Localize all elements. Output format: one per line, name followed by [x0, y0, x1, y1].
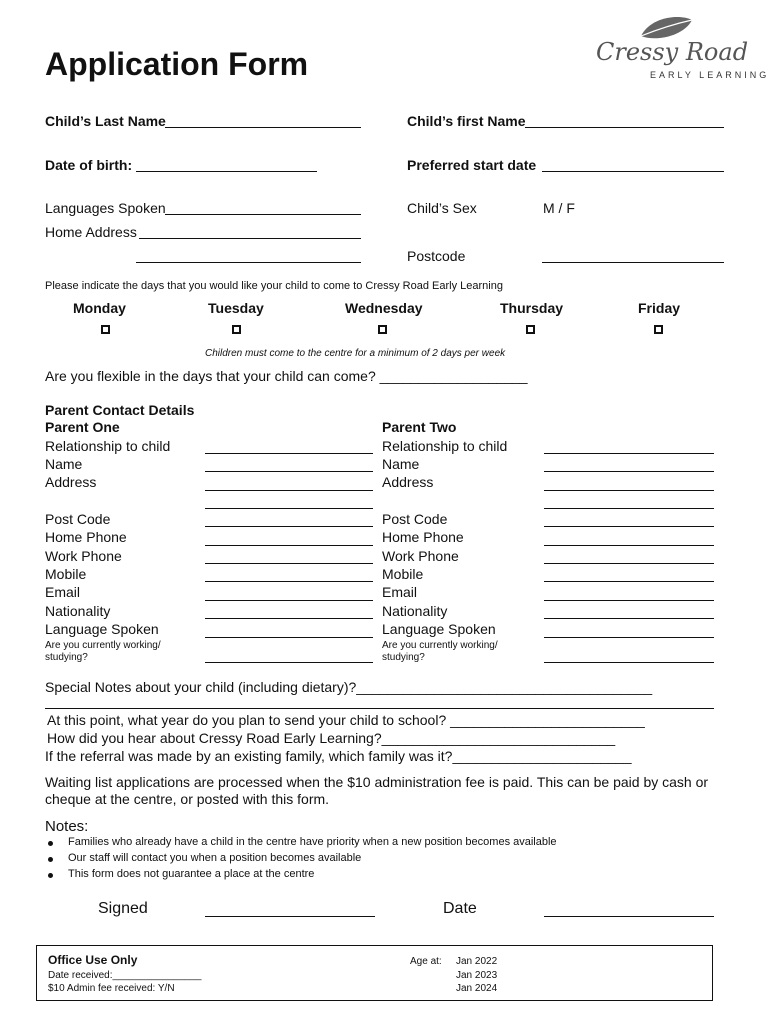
p2-work-phone-label: Work Phone: [382, 548, 459, 564]
office-use-box: [36, 945, 713, 1001]
child-last-name-label: Child’s Last Name: [45, 113, 166, 129]
p1-address-field-1[interactable]: [205, 490, 373, 491]
day-monday: Monday: [73, 300, 126, 316]
p2-nationality-field[interactable]: [544, 618, 714, 619]
p2-mobile-label: Mobile: [382, 566, 424, 582]
age-date: Jan 2023: [456, 970, 498, 981]
tuesday-checkbox[interactable]: [232, 325, 241, 334]
p2-relationship-label: Relationship to child: [382, 438, 508, 454]
p2-home-phone-label: Home Phone: [382, 529, 464, 545]
hear-about-question[interactable]: How did you hear about Cressy Road Early Learning?______________________________: [47, 730, 616, 746]
languages-field[interactable]: [165, 214, 361, 215]
note-item: Families who already have a child in the centre have priority when a new position becomes available: [68, 836, 557, 848]
signature-date-field[interactable]: [544, 916, 714, 917]
age-at-label: Age at:: [410, 956, 442, 967]
days-instruction: Please indicate the days that you would like your child to come to Cressy Road Early Learning: [45, 280, 503, 292]
p1-working-label: Are you currently working/ studying?: [45, 640, 161, 663]
p1-email-field[interactable]: [205, 600, 373, 601]
p2-home-phone-field[interactable]: [544, 545, 714, 546]
address-field-2[interactable]: [136, 262, 361, 263]
p1-relationship-field[interactable]: [205, 453, 373, 454]
p2-working-label: Are you currently working/ studying?: [382, 640, 498, 663]
p2-name-field[interactable]: [544, 471, 714, 472]
logo: [592, 14, 770, 84]
bullet-icon: [48, 841, 53, 846]
p1-nationality-field[interactable]: [205, 618, 373, 619]
waiting-list-text: Waiting list applications are processed when the $10 administration fee is paid. This can be paid by cash or cheque at the centre, or posted with this form.: [45, 774, 709, 807]
p2-email-label: Email: [382, 584, 418, 600]
p1-address-field-2[interactable]: [205, 508, 373, 509]
p2-work-phone-field[interactable]: [544, 563, 714, 564]
p2-mobile-field[interactable]: [544, 581, 714, 582]
start-date-field[interactable]: [542, 171, 724, 172]
p1-relationship-label: Relationship to child: [45, 438, 171, 454]
p2-language-label: Language Spoken: [382, 621, 496, 637]
day-friday: Friday: [638, 300, 681, 316]
p2-address-field-1[interactable]: [544, 490, 714, 491]
dob-field[interactable]: [136, 171, 317, 172]
p1-postcode-label: Post Code: [45, 511, 111, 527]
flexible-question[interactable]: Are you flexible in the days that your child can come? ___________________: [45, 368, 528, 384]
bullet-icon: [48, 857, 53, 862]
page-title: Application Form: [45, 46, 309, 82]
bullet-icon: [48, 873, 53, 878]
p2-address-field-2[interactable]: [544, 508, 714, 509]
p2-working-field[interactable]: [544, 662, 714, 663]
parent-two-title: Parent Two: [382, 419, 457, 435]
address-label: Home Address: [45, 224, 137, 240]
p2-relationship-field[interactable]: [544, 453, 714, 454]
minimum-days-note: Children must come to the centre for a minimum of 2 days per week: [205, 348, 506, 359]
notes-heading: Notes:: [45, 818, 89, 835]
monday-checkbox[interactable]: [101, 325, 110, 334]
sex-label: Child’s Sex: [407, 200, 477, 216]
child-last-name-field[interactable]: [165, 127, 361, 128]
p1-mobile-field[interactable]: [205, 581, 373, 582]
age-date: Jan 2024: [456, 983, 498, 994]
signature-field[interactable]: [205, 916, 375, 917]
start-date-label: Preferred start date: [407, 157, 537, 173]
p2-postcode-label: Post Code: [382, 511, 448, 527]
p2-language-field[interactable]: [544, 637, 714, 638]
parent-one-title: Parent One: [45, 419, 120, 435]
p1-work-phone-label: Work Phone: [45, 548, 122, 564]
wednesday-checkbox[interactable]: [378, 325, 387, 334]
p2-email-field[interactable]: [544, 600, 714, 601]
child-first-name-field[interactable]: [525, 127, 724, 128]
special-notes-divider: [45, 708, 714, 709]
special-notes-question[interactable]: Special Notes about your child (including dietary)?______________________________________: [45, 679, 653, 695]
postcode-field[interactable]: [542, 262, 724, 263]
p2-name-label: Name: [382, 456, 420, 472]
p1-home-phone-label: Home Phone: [45, 529, 127, 545]
date-received-field[interactable]: Date received:________________: [48, 970, 202, 981]
sex-options[interactable]: M / F: [543, 200, 575, 216]
p1-work-phone-field[interactable]: [205, 563, 373, 564]
p1-name-label: Name: [45, 456, 83, 472]
school-year-question[interactable]: At this point, what year do you plan to send your child to school? _________________________: [47, 712, 645, 728]
day-tuesday: Tuesday: [208, 300, 264, 316]
p1-name-field[interactable]: [205, 471, 373, 472]
day-wednesday: Wednesday: [345, 300, 423, 316]
friday-checkbox[interactable]: [654, 325, 663, 334]
dob-label: Date of birth:: [45, 157, 133, 173]
referral-question[interactable]: If the referral was made by an existing family, which family was it?_______________________: [45, 748, 632, 764]
admin-fee-field[interactable]: $10 Admin fee received: Y/N: [48, 983, 175, 994]
note-item: Our staff will contact you when a position becomes available: [68, 852, 362, 864]
p1-language-label: Language Spoken: [45, 621, 159, 637]
signed-label: Signed: [98, 900, 148, 917]
p1-email-label: Email: [45, 584, 81, 600]
p1-language-field[interactable]: [205, 637, 373, 638]
p1-mobile-label: Mobile: [45, 566, 87, 582]
p1-address-label: Address: [45, 474, 97, 490]
note-item: This form does not guarantee a place at the centre: [68, 868, 315, 880]
p1-home-phone-field[interactable]: [205, 545, 373, 546]
child-first-name-label: Child’s first Name: [407, 113, 526, 129]
p2-nationality-label: Nationality: [382, 603, 448, 619]
office-use-title: Office Use Only: [48, 953, 138, 967]
p2-address-label: Address: [382, 474, 434, 490]
logo-subtitle: EARLY LEARNING: [650, 70, 770, 80]
date-label: Date: [443, 900, 477, 917]
day-thursday: Thursday: [500, 300, 564, 316]
p2-postcode-field[interactable]: [544, 526, 714, 527]
address-field-1[interactable]: [139, 238, 361, 239]
p1-nationality-label: Nationality: [45, 603, 111, 619]
parent-section-title: Parent Contact Details: [45, 402, 195, 418]
age-date: Jan 2022: [456, 956, 498, 967]
languages-label: Languages Spoken: [45, 200, 166, 216]
p1-postcode-field[interactable]: [205, 526, 373, 527]
p1-working-field[interactable]: [205, 662, 373, 663]
thursday-checkbox[interactable]: [526, 325, 535, 334]
postcode-label: Postcode: [407, 248, 466, 264]
logo-name: Cressy Road: [596, 38, 749, 66]
